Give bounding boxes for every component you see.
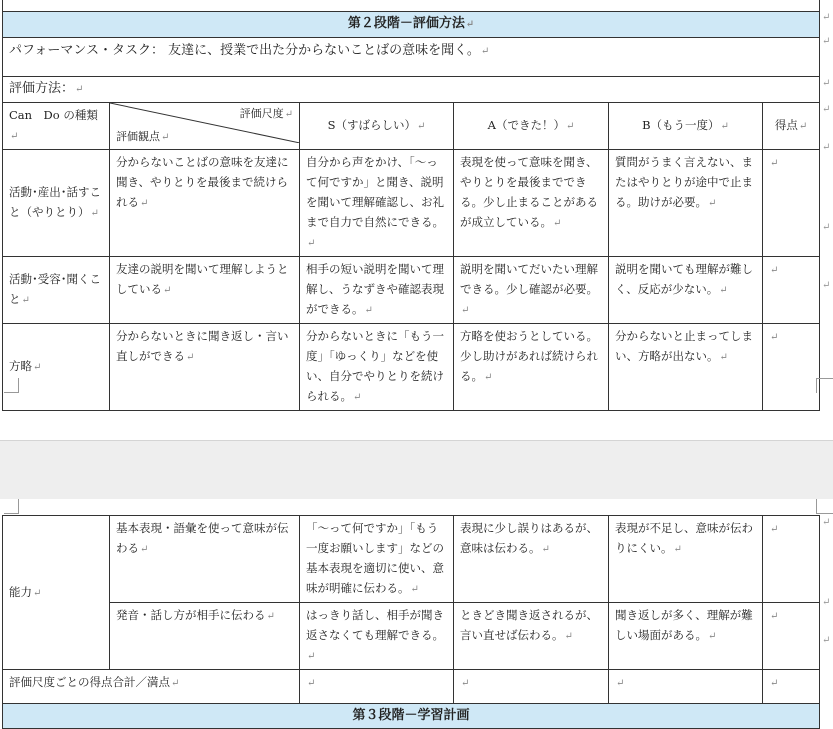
row-s[interactable] xyxy=(300,149,454,256)
paragraph-mark: ↵ xyxy=(364,304,373,316)
paragraph-mark: ↵ xyxy=(465,18,475,30)
paragraph-mark: ↵ xyxy=(307,651,316,662)
row-s[interactable] xyxy=(300,516,454,603)
paragraph-mark: ↵ xyxy=(719,284,728,296)
row-viewpoint[interactable] xyxy=(110,149,300,256)
row-viewpoint-text: 分からないことばの意味を友達に聞き、やりとりを最後まで続けられる xyxy=(116,154,289,209)
row-score[interactable] xyxy=(763,323,820,410)
header-scale-text: 評価尺度 xyxy=(239,106,284,120)
row-type-text: 能力 xyxy=(9,584,32,599)
total-label xyxy=(3,670,300,704)
row-viewpoint-text: 基本表現・語彙を使って意味が伝わる xyxy=(116,521,289,555)
row-a-text: 表現を使って意味を聞き、やりとりを最後までできる。少し止まることがあるが成立している。 xyxy=(460,154,598,229)
row-b-text: 説明を聞いても理解が難しく、反応が少ない。 xyxy=(615,261,753,296)
end-of-row-mark: ↵ xyxy=(822,142,831,153)
paragraph-mark: ↵ xyxy=(719,351,728,363)
paragraph-mark: ↵ xyxy=(171,678,180,689)
row-viewpoint[interactable] xyxy=(110,256,300,323)
paragraph-mark: ↵ xyxy=(565,120,575,132)
end-of-row-mark: ↵ xyxy=(822,597,831,608)
table-row xyxy=(3,516,820,603)
header-viewpoint-text: 評価観点 xyxy=(116,129,160,143)
paragraph-mark: ↵ xyxy=(461,304,470,316)
row-s-text: 分からないときに「もう一度」「ゆっくり」などを使い、自分でやりとりを続けられる。 xyxy=(306,328,444,403)
header-b-text: B（もう一度） xyxy=(642,117,720,132)
row-viewpoint-text: 分からないときに聞き返し・言い直しができる xyxy=(116,328,289,363)
row-score[interactable] xyxy=(763,516,820,603)
margin-corner-mark xyxy=(816,378,833,393)
end-of-row-mark: ↵ xyxy=(822,36,831,47)
total-score[interactable] xyxy=(763,670,820,704)
paragraph-mark: ↵ xyxy=(770,157,779,169)
row-a[interactable] xyxy=(454,323,609,410)
task-label: パフォーマンス・タスク： xyxy=(9,42,164,58)
paragraph-mark: ↵ xyxy=(10,130,19,142)
row-s-text: 相手の短い説明を聞いて理解し、うなずきや確認表現ができる。 xyxy=(306,261,444,316)
table-row xyxy=(3,149,820,256)
header-diagonal-cell xyxy=(110,102,300,149)
end-of-row-mark: ↵ xyxy=(822,78,831,89)
row-viewpoint-text: 発音・話し方が相手に伝わる xyxy=(116,608,266,622)
row-viewpoint[interactable] xyxy=(110,603,300,670)
row-s-text: はっきり話し、相手が聞き返さなくても理解できる。 xyxy=(306,608,444,642)
row-a[interactable] xyxy=(454,516,609,603)
paragraph-mark: ↵ xyxy=(284,108,293,120)
row-a-text: 表現に少し誤りはあるが、意味は伝わる。 xyxy=(460,521,598,555)
table-row xyxy=(3,323,820,410)
paragraph-mark: ↵ xyxy=(461,678,470,689)
evaluation-table xyxy=(2,0,820,411)
row-b-text: 質問がうまく言えない、またはやりとりが途中で止まる。助けが必要。 xyxy=(615,154,753,209)
paragraph-mark: ↵ xyxy=(673,544,682,555)
row-b[interactable] xyxy=(609,603,763,670)
row-s[interactable] xyxy=(300,323,454,410)
paragraph-mark: ↵ xyxy=(484,371,493,383)
row-type-text: 活動･産出･話すこと（やりとり） xyxy=(9,184,101,219)
row-viewpoint[interactable] xyxy=(110,323,300,410)
row-type xyxy=(3,516,110,670)
paragraph-mark: ↵ xyxy=(770,678,779,689)
evaluation-method-cell[interactable] xyxy=(3,76,820,102)
end-of-row-mark: ↵ xyxy=(822,222,831,233)
row-b[interactable] xyxy=(609,149,763,256)
row-type xyxy=(3,323,110,410)
end-of-row-mark: ↵ xyxy=(822,12,831,23)
paragraph-mark: ↵ xyxy=(480,45,490,57)
header-score-text: 得点 xyxy=(774,117,798,132)
header-a xyxy=(454,102,609,149)
row-s[interactable] xyxy=(300,256,454,323)
paragraph-mark: ↵ xyxy=(140,197,149,209)
stage-title xyxy=(3,11,820,37)
next-stage-title xyxy=(3,704,820,729)
total-s[interactable] xyxy=(300,670,454,704)
paragraph-mark: ↵ xyxy=(410,584,419,595)
header-a-text: A（できた！） xyxy=(487,117,565,132)
paragraph-mark: ↵ xyxy=(307,678,316,689)
next-stage-title-text: 第３段階－学習計画 xyxy=(352,708,470,723)
evaluation-table-continued xyxy=(2,515,820,729)
row-a[interactable] xyxy=(454,149,609,256)
header-b xyxy=(609,102,763,149)
header-s xyxy=(300,102,454,149)
table-row xyxy=(3,256,820,323)
paragraph-mark: ↵ xyxy=(708,197,717,209)
row-b[interactable] xyxy=(609,256,763,323)
paragraph-mark: ↵ xyxy=(33,361,42,373)
page-gap xyxy=(0,440,833,500)
row-a-text: 説明を聞いてだいたい理解できる。少し確認が必要。 xyxy=(460,261,598,296)
row-s-text: 自分から声をかけ、「〜って何ですか」と聞き、説明を聞いて理解確認し、お礼まで自力で自然にできる。 xyxy=(306,154,444,229)
paragraph-mark: ↵ xyxy=(21,294,30,306)
row-a-text: ときどき聞き返されるが、言い直せば伝わる。 xyxy=(460,608,598,642)
stage-title-text: 第２段階－評価方法 xyxy=(347,15,465,31)
row-viewpoint[interactable] xyxy=(110,516,300,603)
paragraph-mark: ↵ xyxy=(541,544,550,555)
row-a[interactable] xyxy=(454,256,609,323)
paragraph-mark: ↵ xyxy=(720,120,729,132)
end-of-row-mark: ↵ xyxy=(822,635,831,646)
total-row xyxy=(3,670,820,704)
row-type-text: 活動･受容･聞くこと xyxy=(9,271,101,306)
paragraph-mark: ↵ xyxy=(770,264,779,276)
row-viewpoint-text: 友達の説明を聞いて理解しようとしている xyxy=(116,261,289,296)
row-a-text: 方略を使おうとしている。少し助けがあれば続けられる。 xyxy=(460,328,598,383)
row-score[interactable] xyxy=(763,149,820,256)
header-s-text: S（すばらしい） xyxy=(327,117,416,132)
paragraph-mark: ↵ xyxy=(770,331,779,343)
row-type xyxy=(3,149,110,256)
task-text: 友達に、授業で出た分からないことばの意味を聞く。 xyxy=(168,42,480,58)
header-score xyxy=(763,102,820,149)
paragraph-mark: ↵ xyxy=(798,120,808,132)
end-of-row-mark: ↵ xyxy=(822,104,831,115)
table-row xyxy=(3,603,820,670)
row-a[interactable] xyxy=(454,603,609,670)
total-b[interactable] xyxy=(609,670,763,704)
row-s[interactable] xyxy=(300,603,454,670)
paragraph-mark: ↵ xyxy=(616,678,625,689)
paragraph-mark: ↵ xyxy=(553,217,562,229)
header-viewpoint xyxy=(116,127,169,148)
document-page-2 xyxy=(0,499,833,723)
paragraph-mark: ↵ xyxy=(770,524,779,535)
margin-corner-mark xyxy=(4,499,19,514)
paragraph-mark: ↵ xyxy=(708,631,717,642)
paragraph-mark: ↵ xyxy=(266,611,275,622)
paragraph-mark: ↵ xyxy=(163,284,172,296)
paragraph-mark: ↵ xyxy=(90,207,99,219)
header-can-do-text: Can Do の種類 xyxy=(9,107,98,122)
previous-row-tail xyxy=(3,0,820,11)
row-type xyxy=(3,256,110,323)
row-type-text: 方略 xyxy=(9,358,32,373)
paragraph-mark: ↵ xyxy=(564,631,573,642)
row-s-text: 「〜って何ですか」「もう一度お願いします」などの基本表現を適切に使い、意味が明確に伝わる。 xyxy=(306,521,444,595)
row-score[interactable] xyxy=(763,256,820,323)
paragraph-mark: ↵ xyxy=(307,237,316,249)
row-b[interactable] xyxy=(609,323,763,410)
paragraph-mark: ↵ xyxy=(140,544,149,555)
paragraph-mark: ↵ xyxy=(33,587,42,599)
row-score[interactable] xyxy=(763,603,820,670)
paragraph-mark: ↵ xyxy=(353,391,362,403)
total-a[interactable] xyxy=(454,670,609,704)
margin-corner-mark xyxy=(4,378,19,393)
row-b[interactable] xyxy=(609,516,763,603)
end-of-row-mark: ↵ xyxy=(822,280,831,291)
row-b-text: 分からないと止まってしまい、方略が出ない。 xyxy=(615,328,753,363)
end-of-row-mark: ↵ xyxy=(822,517,831,528)
header-scale xyxy=(240,104,293,125)
paragraph-mark: ↵ xyxy=(75,83,84,95)
row-b-text: 聞き返しが多く、理解が難しい場面がある。 xyxy=(615,608,753,642)
total-label-text: 評価尺度ごとの得点合計／満点 xyxy=(9,675,170,689)
paragraph-mark: ↵ xyxy=(186,351,195,363)
paragraph-mark: ↵ xyxy=(161,131,170,143)
header-can-do xyxy=(3,102,110,149)
margin-corner-mark xyxy=(816,499,833,514)
row-b-text: 表現が不足し、意味が伝わりにくい。 xyxy=(615,521,753,555)
paragraph-mark: ↵ xyxy=(417,120,426,132)
paragraph-mark: ↵ xyxy=(770,611,779,622)
evaluation-method-label: 評価方法： xyxy=(9,80,75,96)
performance-task-cell[interactable] xyxy=(3,37,820,76)
